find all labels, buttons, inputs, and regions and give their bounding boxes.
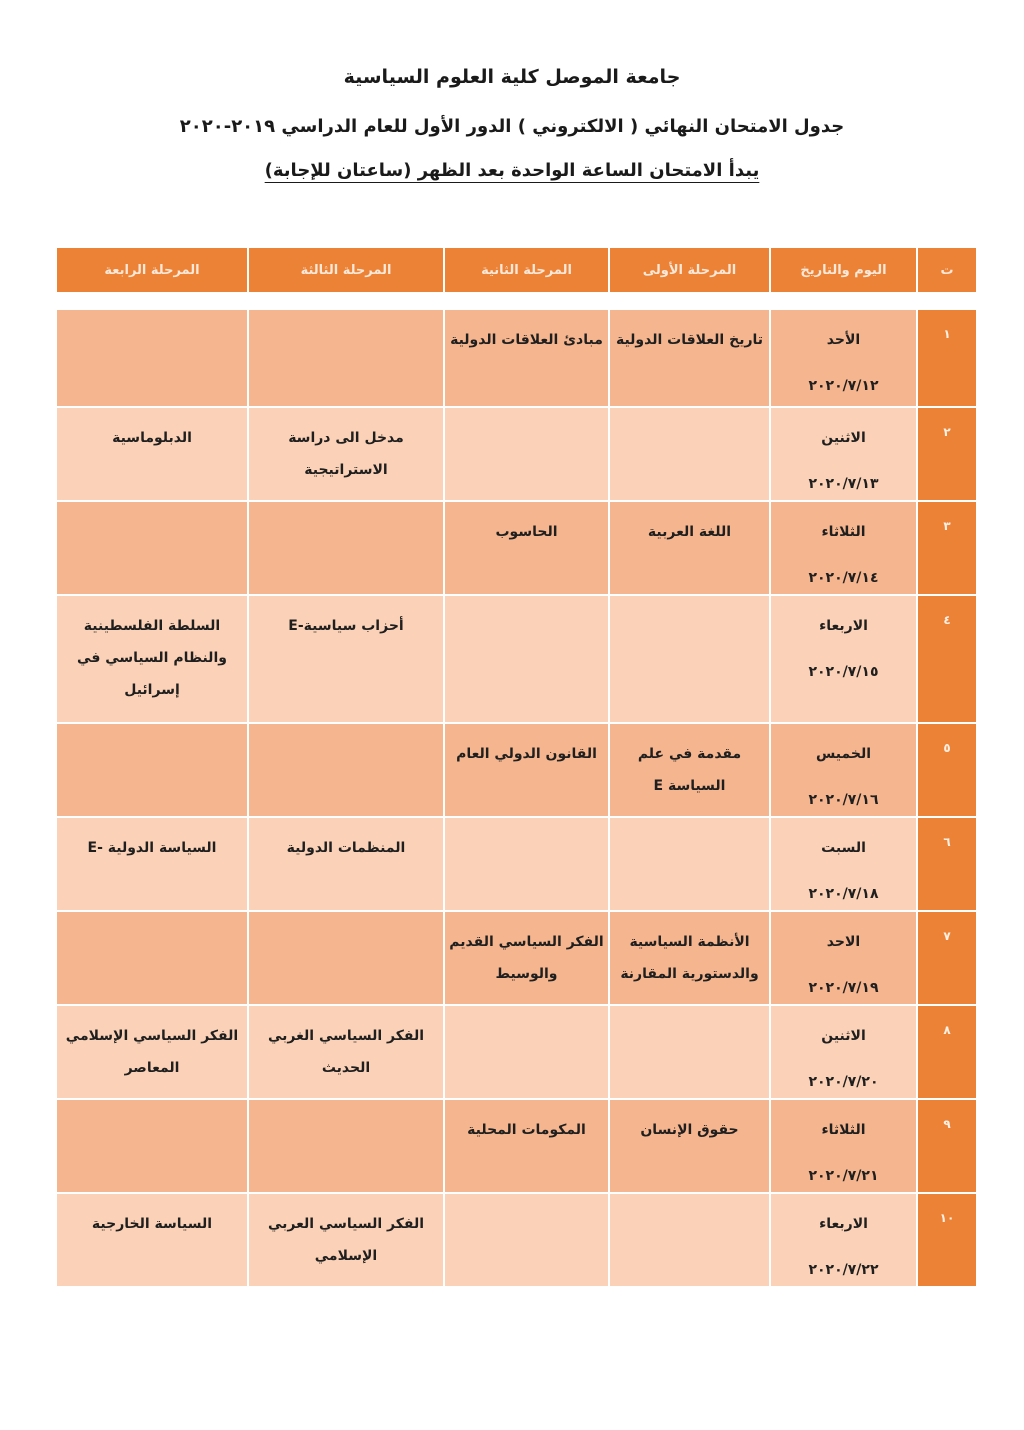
stage-1-subject	[610, 1194, 769, 1286]
exam-date: ٢٠٢٠/٧/١٢	[808, 378, 879, 394]
stage-1-subject	[610, 408, 769, 500]
exam-date: ٢٠٢٠/٧/١٩	[808, 980, 879, 996]
stage-4-subject: الفكر السياسي الإسلامي المعاصر	[57, 1006, 247, 1098]
stage-4-subject: الدبلوماسية	[57, 408, 247, 500]
table-row	[57, 408, 976, 500]
table-row	[57, 1006, 976, 1098]
day-name: الاحد	[826, 934, 861, 950]
exam-date: ٢٠٢٠/٧/١٦	[808, 792, 879, 808]
day-name: الاثنين	[821, 430, 866, 446]
header-stage-2: المرحلة الثانية	[445, 248, 608, 292]
stage-1-subject	[610, 596, 769, 722]
table-row	[57, 596, 976, 722]
stage-2-subject	[445, 1006, 608, 1098]
exam-date: ٢٠٢٠/٧/١٨	[808, 886, 879, 902]
row-number: ٣	[918, 502, 976, 594]
stage-1-subject	[610, 1006, 769, 1098]
header-day-date: اليوم والتاريخ	[771, 248, 916, 292]
exam-time-note: يبدأ الامتحان الساعة الواحدة بعد الظهر (ساعتان للإجابة)	[264, 160, 760, 181]
stage-2-subject: الحاسوب	[445, 502, 608, 594]
exam-schedule-table	[55, 246, 978, 1288]
row-day-date	[771, 912, 916, 1004]
stage-4-subject: السياسة الدولية -E	[57, 818, 247, 910]
stage-2-subject: مبادئ العلاقات الدولية	[445, 310, 608, 406]
row-day-date	[771, 1006, 916, 1098]
day-name: الثلاثاء	[821, 524, 866, 540]
exam-date: ٢٠٢٠/٧/٢١	[808, 1168, 879, 1184]
day-name: الاثنين	[821, 1028, 866, 1044]
stage-3-subject	[249, 1100, 443, 1192]
stage-3-subject	[249, 724, 443, 816]
table-header-row	[57, 248, 976, 292]
day-name: الخميس	[815, 746, 872, 762]
row-day-date	[771, 408, 916, 500]
row-number: ٨	[918, 1006, 976, 1098]
stage-3-subject	[249, 912, 443, 1004]
stage-3-subject: الفكر السياسي العربي الإسلامي	[249, 1194, 443, 1286]
stage-2-subject: المكومات المحلية	[445, 1100, 608, 1192]
table-row	[57, 310, 976, 406]
stage-2-subject	[445, 408, 608, 500]
stage-4-subject: السلطة الفلسطينية والنظام السياسي في إسرائيل	[57, 596, 247, 722]
stage-3-subject: أحزاب سياسية-E	[249, 596, 443, 722]
day-name: السبت	[821, 840, 866, 856]
stage-1-subject: اللغة العربية	[610, 502, 769, 594]
exam-date: ٢٠٢٠/٧/١٣	[808, 476, 879, 492]
exam-date: ٢٠٢٠/٧/١٥	[808, 664, 879, 680]
stage-1-subject: حقوق الإنسان	[610, 1100, 769, 1192]
day-name: الاربعاء	[819, 1216, 868, 1232]
table-row	[57, 502, 976, 594]
stage-2-subject	[445, 1194, 608, 1286]
row-number: ٤	[918, 596, 976, 722]
row-day-date	[771, 310, 916, 406]
schedule-title: جدول الامتحان النهائي ( الالكتروني ) الدور الأول للعام الدراسي ٢٠١٩-٢٠٢٠	[179, 116, 845, 137]
row-number: ١٠	[918, 1194, 976, 1286]
row-day-date	[771, 724, 916, 816]
day-name: الأحد	[826, 332, 861, 348]
row-day-date	[771, 818, 916, 910]
header-stage-3: المرحلة الثالثة	[249, 248, 443, 292]
exam-date: ٢٠٢٠/٧/٢٢	[808, 1262, 879, 1278]
stage-2-subject	[445, 596, 608, 722]
stage-3-subject: مدخل الى دراسة الاستراتيجية	[249, 408, 443, 500]
day-name: الثلاثاء	[821, 1122, 866, 1138]
row-number: ٦	[918, 818, 976, 910]
table-row	[57, 724, 976, 816]
stage-4-subject	[57, 1100, 247, 1192]
stage-2-subject: القانون الدولي العام	[445, 724, 608, 816]
stage-4-subject	[57, 912, 247, 1004]
stage-3-subject: الفكر السياسي الغربي الحديث	[249, 1006, 443, 1098]
university-title: جامعة الموصل كلية العلوم السياسية	[343, 66, 681, 88]
stage-1-subject: الأنظمة السياسية والدستورية المقارنة	[610, 912, 769, 1004]
row-number: ٩	[918, 1100, 976, 1192]
header-number: ت	[918, 248, 976, 292]
exam-date: ٢٠٢٠/٧/١٤	[808, 570, 879, 586]
stage-1-subject	[610, 818, 769, 910]
row-number: ٢	[918, 408, 976, 500]
stage-4-subject	[57, 724, 247, 816]
table-row	[57, 1194, 976, 1286]
row-day-date	[771, 502, 916, 594]
table-row	[57, 1100, 976, 1192]
header-stage-1: المرحلة الأولى	[610, 248, 769, 292]
stage-1-subject: مقدمة في علم السياسة E	[610, 724, 769, 816]
exam-date: ٢٠٢٠/٧/٢٠	[808, 1074, 879, 1090]
stage-3-subject	[249, 310, 443, 406]
stage-3-subject: المنظمات الدولية	[249, 818, 443, 910]
stage-1-subject: تاريخ العلاقات الدولية	[610, 310, 769, 406]
row-number: ٧	[918, 912, 976, 1004]
row-day-date	[771, 596, 916, 722]
stage-2-subject: الفكر السياسي القديم والوسيط	[445, 912, 608, 1004]
header-stage-4: المرحلة الرابعة	[57, 248, 247, 292]
row-day-date	[771, 1100, 916, 1192]
stage-2-subject	[445, 818, 608, 910]
day-name: الاربعاء	[819, 618, 868, 634]
row-number: ١	[918, 310, 976, 406]
stage-4-subject: السياسة الخارجية	[57, 1194, 247, 1286]
row-day-date	[771, 1194, 916, 1286]
stage-3-subject	[249, 502, 443, 594]
table-row	[57, 912, 976, 1004]
row-number: ٥	[918, 724, 976, 816]
stage-4-subject	[57, 310, 247, 406]
table-row	[57, 818, 976, 910]
stage-4-subject	[57, 502, 247, 594]
